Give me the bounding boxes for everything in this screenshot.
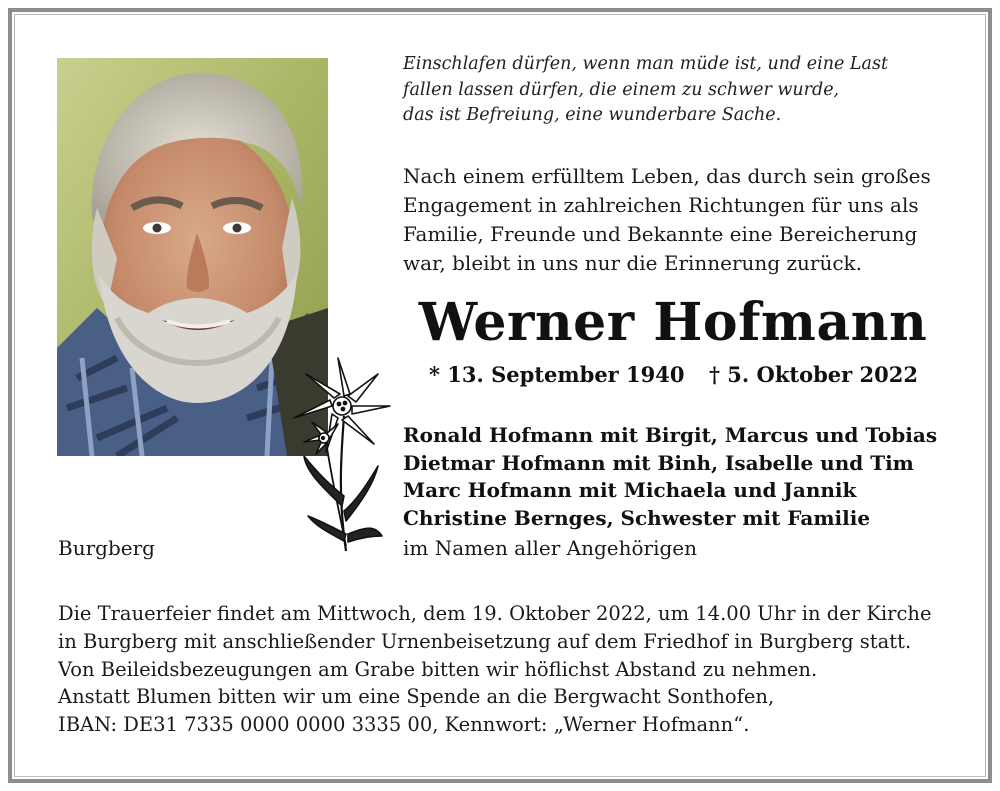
service-line: Anstatt Blumen bitten wir um eine Spende an die Bergwacht Sonthofen, (58, 685, 775, 709)
deceased-name: Werner Hofmann (418, 292, 928, 353)
family-member-line: Marc Hofmann mit Michaela und Jannik (403, 478, 857, 503)
family-note: im Namen aller Angehörigen (403, 536, 698, 560)
service-line: IBAN: DE31 7335 0000 0000 3335 00, Kennwort: „Werner Hofmann“. (58, 713, 750, 737)
death-date: † 5. Oktober 2022 (709, 362, 918, 387)
poem-line: Einschlafen dürfen, wenn man müde ist, und eine Last (403, 54, 889, 74)
service-line: in Burgberg mit anschließender Urnenbeisetzung auf dem Friedhof in Burgberg statt. (58, 629, 912, 653)
service-line: Von Beileidsbezeugungen am Grabe bitten wir höflichst Abstand zu nehmen. (58, 657, 818, 681)
poem-line: fallen lassen dürfen, die einem zu schwer wurde, (403, 79, 840, 100)
family-member-line: Christine Bernges, Schwester mit Familie (403, 505, 871, 530)
poem-line: das ist Befreiung, eine wunderbare Sache. (403, 105, 782, 125)
intro-line: Familie, Freunde und Bekannte eine Bereicherung (403, 222, 918, 246)
family-member-line: Ronald Hofmann mit Birgit, Marcus und Tobias (403, 423, 938, 447)
intro-line: Engagement in zahlreichen Richtungen für uns als (403, 193, 919, 217)
service-information (58, 600, 958, 739)
memorial-poem (403, 52, 963, 129)
intro-line: war, bleibt in uns nur die Erinnerung zurück. (403, 251, 863, 275)
birth-date: * 13. September 1940 (429, 362, 685, 387)
family-list (403, 422, 963, 532)
service-line: Die Trauerfeier findet am Mittwoch, dem 19. Oktober 2022, um 14.00 Uhr in der Kirche (58, 602, 932, 625)
edelweiss-drawing (286, 356, 392, 554)
family-member-line: Dietmar Hofmann mit Binh, Isabelle und Tim (403, 450, 914, 475)
intro-line: Nach einem erfülltem Leben, das durch sein großes (403, 164, 931, 188)
intro-paragraph (403, 162, 963, 278)
edelweiss-icon (286, 356, 392, 554)
place-name: Burgberg (58, 536, 155, 560)
